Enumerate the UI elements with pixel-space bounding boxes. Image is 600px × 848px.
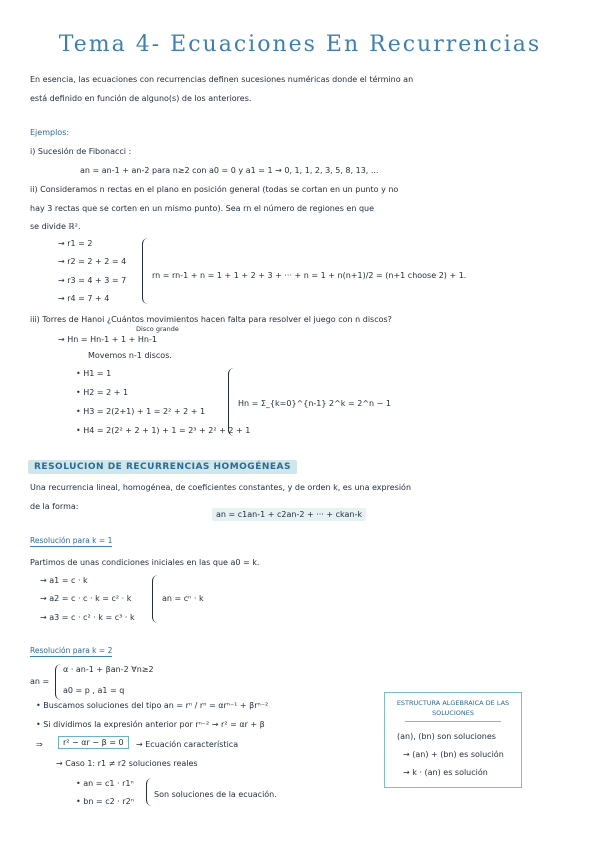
k2-brace	[55, 664, 61, 700]
lines-text-2: hay 3 rectas que se corten en un mismo punto). Sea rn el número de regiones en que	[30, 204, 375, 213]
card-item-3: → k · (an) es solución	[403, 768, 488, 777]
hanoi-recurrence: → Hn = Hn-1 + 1 + Hn-1	[58, 335, 157, 344]
k2-system-2: a0 = p , a1 = q	[63, 686, 125, 695]
hanoi-text: iii) Torres de Hanoi ¿Cuántos movimientos hacen falta para resolver el juego con n discos?	[30, 315, 392, 324]
page-title: Tema 4- Ecuaciones En Recurrencias	[58, 32, 542, 57]
lines-item-4: → r4 = 7 + 4	[58, 294, 110, 303]
lines-text-3: se divide ℝ².	[30, 222, 81, 231]
lines-result: rn = rn-1 + n = 1 + 1 + 2 + 3 + ··· + n = 1 + n(n+1)/2 = (n+1 choose 2) + 1.	[152, 271, 467, 280]
solutions-brace	[146, 778, 152, 806]
characteristic-label: → Ecuación característica	[136, 740, 239, 749]
hanoi-item-3: • H3 = 2(2+1) + 1 = 2² + 2 + 1	[76, 407, 206, 416]
k2-heading: Resolución para k = 2	[30, 646, 113, 655]
k1-brace	[152, 575, 158, 623]
lines-item-3: → r3 = 4 + 3 = 7	[58, 276, 127, 285]
hanoi-item-2: • H2 = 2 + 1	[76, 388, 129, 397]
hanoi-item-4: • H4 = 2(2² + 2 + 1) + 1 = 2³ + 2² + 2 + 1	[76, 426, 251, 435]
homogeneous-text-1: Una recurrencia lineal, homogénea, de coeficientes constantes, y de orden k, es una expresión	[30, 483, 412, 492]
solution-b: • bn = c2 · r2ⁿ	[76, 797, 134, 806]
card-divider	[405, 721, 501, 722]
homogeneous-heading: RESOLUCION DE RECURRENCIAS HOMOGÉNEAS	[28, 460, 297, 474]
intro-line-1: En esencia, las ecuaciones con recurrencias definen sucesiones numéricas donde el término an	[30, 75, 414, 84]
fibonacci-formula: an = an-1 + an-2 para n≥2 con a0 = 0 y a1 = 1 → 0, 1, 1, 2, 3, 5, 8, 13, ...	[80, 166, 379, 175]
k2-system-1: α · an-1 + βan-2 ∀n≥2	[63, 665, 154, 674]
k2-bullet-2: • Si dividimos la expresión anterior por rⁿ⁻² → r² = αr + β	[36, 720, 265, 729]
hanoi-item-1: • H1 = 1	[76, 369, 112, 378]
homogeneous-formula: an = c1an-1 + c2an-2 + ··· + ckan-k	[212, 508, 366, 521]
fibonacci-label: i) Sucesión de Fibonacci :	[30, 147, 132, 156]
intro-line-2: está definido en función de alguno(s) de los anteriores.	[30, 94, 252, 103]
solutions-note: Son soluciones de la ecuación.	[154, 790, 277, 799]
solution-a: • an = c1 · r1ⁿ	[76, 779, 134, 788]
card-item-2: → (an) + (bn) es solución	[403, 750, 504, 759]
k1-item-2: → a2 = c · c · k = c² · k	[40, 594, 132, 603]
lines-item-1: → r1 = 2	[58, 239, 93, 248]
homogeneous-text-2: de la forma:	[30, 502, 79, 511]
k1-item-1: → a1 = c · k	[40, 576, 88, 585]
k1-text: Partimos de unas condiciones iniciales en las que a0 = k.	[30, 558, 260, 567]
k2-bullet-1: • Buscamos soluciones del tipo an = rⁿ / rⁿ = αrⁿ⁻¹ + βrⁿ⁻²	[36, 701, 269, 710]
hanoi-brace	[228, 368, 234, 436]
k1-heading: Resolución para k = 1	[30, 536, 113, 545]
hanoi-result: Hn = Σ_{k=0}^{n-1} 2^k = 2^n − 1	[238, 399, 391, 408]
k2-system-label: an =	[30, 677, 50, 686]
case-1: → Caso 1: r1 ≠ r2 soluciones reales	[56, 759, 198, 768]
characteristic-equation: r² − αr − β = 0	[58, 736, 129, 749]
implies-symbol: ⇒	[36, 740, 43, 749]
card-item-1: (an), (bn) son soluciones	[397, 732, 496, 741]
lines-brace	[142, 238, 148, 304]
lines-text-1: ii) Consideramos n rectas en el plano en posición general (todas se cortan en un punto y no	[30, 185, 399, 194]
examples-heading: Ejemplos:	[30, 128, 70, 137]
card-title: ESTRUCTURA ALGEBRAICA DE LAS SOLUCIONES	[396, 699, 510, 717]
lines-item-2: → r2 = 2 + 2 = 4	[58, 257, 127, 266]
hanoi-note-big-disk: Disco grande	[136, 325, 179, 333]
hanoi-note-moves: Movemos n-1 discos.	[88, 351, 172, 360]
k1-item-3: → a3 = c · c² · k = c³ · k	[40, 613, 135, 622]
k1-result: an = cⁿ · k	[162, 594, 204, 603]
algebraic-structure-card	[384, 692, 522, 788]
